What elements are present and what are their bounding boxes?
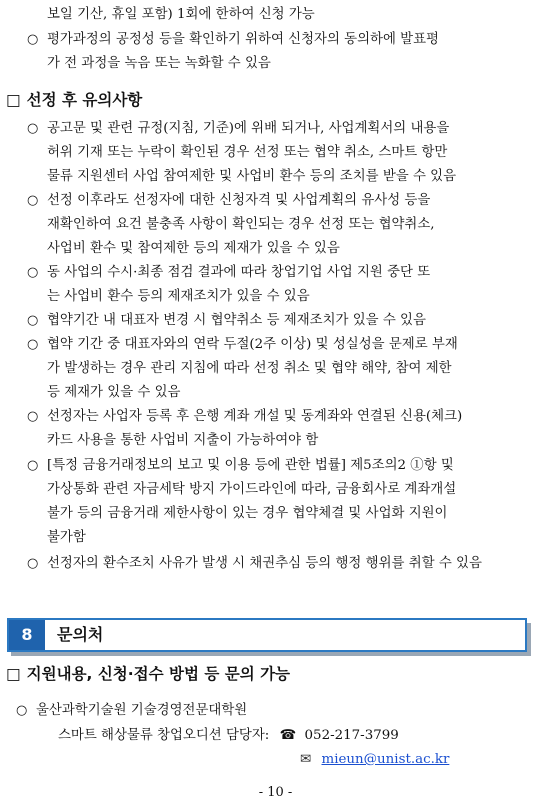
bullet-line: 가 발생하는 경우 관리 지침에 따라 선정 취소 및 협약 해약, 참여 제한: [47, 361, 452, 376]
bullet-icon: ○: [27, 121, 39, 136]
bullet-line: 는 사업비 환수 등의 제재조치가 있을 수 있음: [47, 289, 310, 304]
section-bar: [7, 618, 527, 652]
section-number: 8: [9, 620, 45, 650]
bullet-line: 물류 지원센터 사업 참여제한 및 사업비 환수 등의 조치를 받을 수 있음: [47, 169, 457, 184]
bullet-line: 공고문 및 관련 규정(지침, 기준)에 위배 되거나, 사업계획서의 내용을: [47, 121, 450, 136]
bullet-line: 재확인하여 요건 불충족 사항이 확인되는 경우 선정 또는 협약취소,: [47, 217, 435, 232]
bullet-icon: ○: [27, 265, 39, 280]
bullet-line: 가 전 과정을 녹음 또는 녹화할 수 있음: [47, 56, 271, 71]
contact-heading-text: 지원내용, 신청·접수 방법 등 문의 가능: [26, 665, 291, 683]
section-title: 문의처: [57, 625, 104, 644]
bullet-line: 사업비 환수 및 참여제한 등의 제재가 있을 수 있음: [47, 241, 340, 256]
bullet-line: 동 사업의 수시·최종 점검 결과에 따라 창업기업 사업 지원 중단 또: [47, 265, 431, 280]
bullet-line: 등 제재가 있을 수 있음: [47, 385, 181, 400]
bullet-line: 가상통화 관련 자금세탁 방지 가이드라인에 따라, 금융회사로 계좌개설: [47, 482, 457, 497]
bullet-icon: ○: [27, 458, 39, 473]
contact-phone: 052-217-3799: [304, 728, 399, 743]
bullet-icon: ○: [27, 337, 39, 352]
bullet-icon: ○: [27, 409, 39, 424]
bullet-line: 선정자는 사업자 등록 후 은행 계좌 개설 및 동계좌와 연결된 신용(체크): [47, 409, 463, 424]
bullet-line: 불가함: [47, 530, 86, 545]
bullet-line: 협약 기간 중 대표자와의 연락 두절(2주 이상) 및 성실성을 문제로 부재: [47, 337, 458, 352]
bullet-icon: ○: [27, 556, 39, 571]
page-number: - 10 -: [258, 785, 293, 800]
bullet-line: 허위 기재 또는 누락이 확인된 경우 선정 또는 협약 취소, 스마트 항만: [47, 145, 448, 160]
continuation-text: 보일 기산, 휴일 포함) 1회에 한하여 신청 가능: [47, 7, 315, 22]
contact-heading: [6, 664, 290, 684]
bullet-icon: ○: [27, 32, 39, 47]
section-title: 선정 후 유의사항: [26, 91, 143, 109]
bullet-line: 불가 등의 금융거래 제한사항이 있는 경우 협약체결 및 사업화 지원이: [47, 506, 448, 521]
checkbox-icon: □: [6, 91, 21, 109]
bullet-icon: ○: [16, 703, 28, 718]
bullet-icon: ○: [27, 193, 39, 208]
bullet-line: 선정 이후라도 선정자에 대한 신청자격 및 사업계획의 유사성 등을: [47, 193, 431, 208]
mail-icon: ✉: [300, 752, 312, 767]
contact-manager-label: 스마트 해상물류 창업오디션 담당자:: [58, 728, 270, 743]
contact-email-line: [300, 751, 449, 769]
bullet-line: 카드 사용을 통한 사업비 지출이 가능하여야 함: [47, 433, 319, 448]
section-heading-caution: [6, 90, 142, 110]
bullet-line: [특정 금융거래정보의 보고 및 이용 등에 관한 법률] 제5조의2 ①항 및: [47, 458, 454, 473]
bullet-line: 선정자의 환수조치 사유가 발생 시 채권추심 등의 행정 행위를 취할 수 있음: [47, 556, 482, 571]
contact-manager-line: [58, 727, 399, 745]
bullet-line: 평가과정의 공정성 등을 확인하기 위하여 신청자의 동의하에 발표평: [47, 32, 439, 47]
bullet-icon: ○: [27, 313, 39, 328]
bullet-line: 협약기간 내 대표자 변경 시 협약취소 등 제재조치가 있을 수 있음: [47, 313, 426, 328]
phone-icon: ☎: [279, 728, 297, 743]
checkbox-icon: □: [6, 665, 21, 683]
contact-org: 울산과학기술원 기술경영전문대학원: [36, 703, 248, 718]
contact-email-link[interactable]: mieun@unist.ac.kr: [321, 752, 450, 767]
